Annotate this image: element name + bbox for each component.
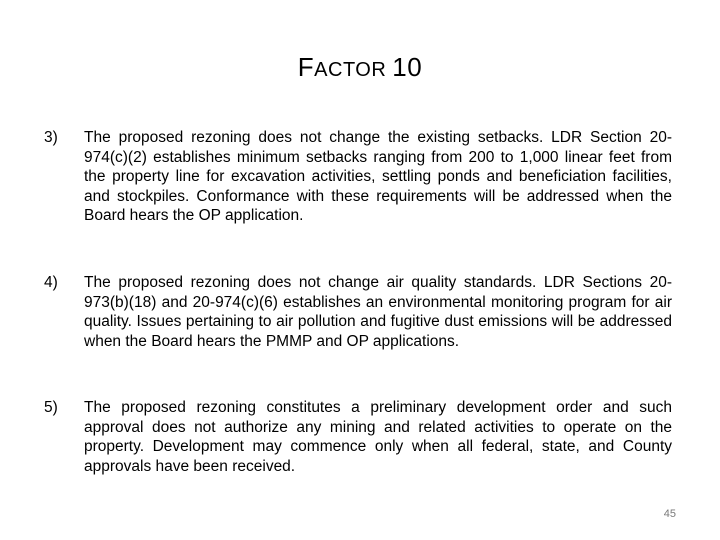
item-number: 4)	[44, 274, 58, 291]
title-number: 10	[392, 52, 423, 82]
slide-title	[0, 52, 720, 83]
item-text: The proposed rezoning does not change air quality standards. LDR Sections 20-973(b)(18) and 20-974(c)(6) establishes an environmental monitoring program for air quality. Issues pertaining to air pollution and fugitive dust emissions will be addressed when the Board hears the PMMP and OP applications.	[84, 274, 672, 350]
title-word: ACTOR	[314, 59, 387, 81]
item-number: 5)	[44, 399, 58, 416]
list-item	[44, 128, 672, 226]
item-text: The proposed rezoning does not change the existing setbacks. LDR Section 20-974(c)(2) establishes minimum setbacks ranging from 200 to 1,000 linear feet from the property line for excavation activities, settling ponds and beneficiation facilities, and stockpiles. Conformance with these requirements will be addressed when the Board hears the OP application.	[84, 129, 672, 224]
page-number: 45	[663, 508, 676, 520]
list-item	[44, 273, 672, 351]
item-text: The proposed rezoning constitutes a preliminary development order and such approval does not authorize any mining and related activities to operate on the property. Development may commence only when all federal, state, and County approvals have been received.	[84, 399, 672, 475]
list-item	[44, 398, 672, 476]
item-number: 3)	[44, 129, 58, 146]
title-first-letter: F	[297, 52, 315, 82]
